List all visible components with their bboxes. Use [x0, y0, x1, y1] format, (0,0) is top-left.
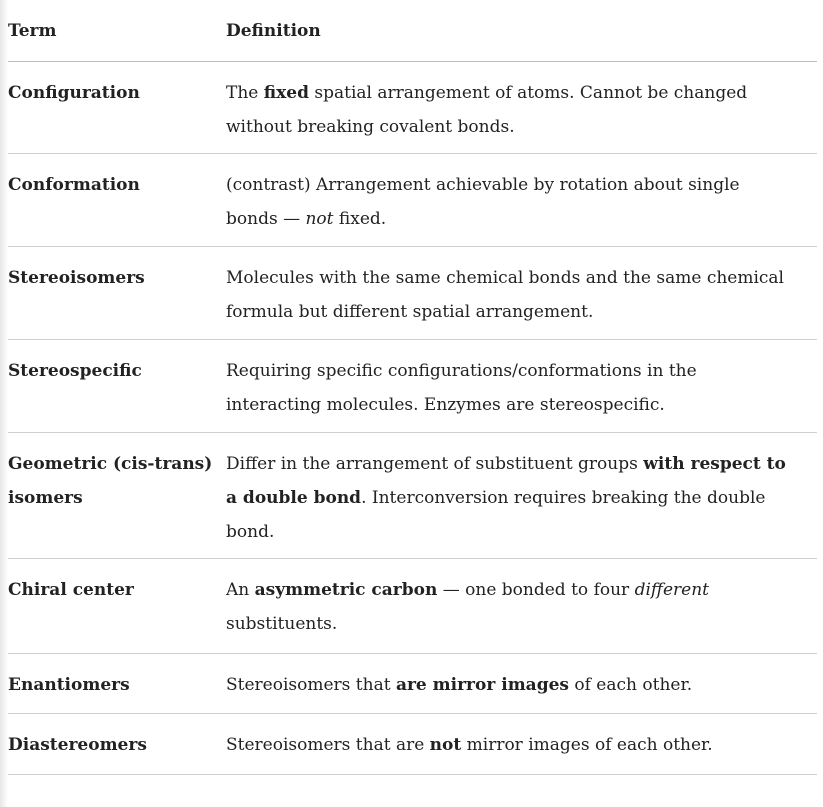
- text-run: An: [226, 580, 255, 600]
- text-run-italic: not: [305, 209, 334, 229]
- text-run-bold: are mirror images: [395, 675, 569, 695]
- text-run-bold: with respect to a double bond: [226, 454, 786, 508]
- text-run: Stereoisomers that: [226, 675, 396, 695]
- term-cell: Conformation: [8, 154, 226, 247]
- term-cell: Diastereomers: [8, 714, 226, 775]
- text-run: mirror images of each other.: [461, 735, 713, 755]
- text-run: spatial arrangement of atoms. Cannot be changed without breaking covalent bonds.: [226, 83, 748, 137]
- text-run-bold: fixed: [263, 83, 309, 103]
- text-run: fixed.: [333, 209, 387, 229]
- terms-table: [8, 0, 817, 775]
- table-header-row: [8, 0, 817, 62]
- term-cell: Chiral center: [8, 559, 226, 654]
- text-run: — one bonded to four: [437, 580, 635, 600]
- table-row: [8, 154, 817, 247]
- term-cell: Stereospecific: [8, 340, 226, 433]
- table-row: [8, 247, 817, 340]
- text-run: (contrast) Arrangement achievable by rotation about single bonds —: [226, 175, 740, 229]
- definition-cell: [226, 433, 817, 559]
- term-column-header: Term: [8, 0, 226, 62]
- definition-cell: [226, 154, 817, 247]
- text-run: . Interconversion requires breaking the double bond.: [226, 488, 766, 542]
- text-run-bold: not: [429, 735, 462, 755]
- definition-cell: [226, 340, 817, 433]
- text-run: substituents.: [226, 614, 338, 634]
- table-row: [8, 340, 817, 433]
- text-run: The: [226, 83, 264, 103]
- definition-cell: [226, 62, 817, 154]
- term-cell: Enantiomers: [8, 654, 226, 714]
- table-row: [8, 559, 817, 654]
- text-run: Differ in the arrangement of substituent groups: [226, 454, 644, 474]
- text-run-bold: asymmetric carbon: [254, 580, 438, 600]
- text-run: Molecules with the same chemical bonds and the same chemical formula but different spatial arrangement.: [226, 268, 784, 322]
- term-cell: Configuration: [8, 62, 226, 154]
- definition-cell: [226, 654, 817, 714]
- table-row: [8, 433, 817, 559]
- term-cell: Stereoisomers: [8, 247, 226, 340]
- definition-column-header: Definition: [226, 0, 817, 62]
- definition-cell: [226, 559, 817, 654]
- table-row: [8, 654, 817, 714]
- text-run-italic: different: [634, 580, 709, 600]
- left-edge-shade: [0, 0, 8, 807]
- term-cell: Geometric (cis-trans) isomers: [8, 433, 226, 559]
- definition-cell: [226, 247, 817, 340]
- table-row: [8, 714, 817, 775]
- table-row: [8, 62, 817, 154]
- definition-cell: [226, 714, 817, 775]
- text-run: Requiring specific configurations/conformations in the interacting molecules. Enzymes are stereospecific.: [226, 361, 697, 415]
- text-run: of each other.: [568, 675, 693, 695]
- text-run: Stereoisomers that are: [226, 735, 430, 755]
